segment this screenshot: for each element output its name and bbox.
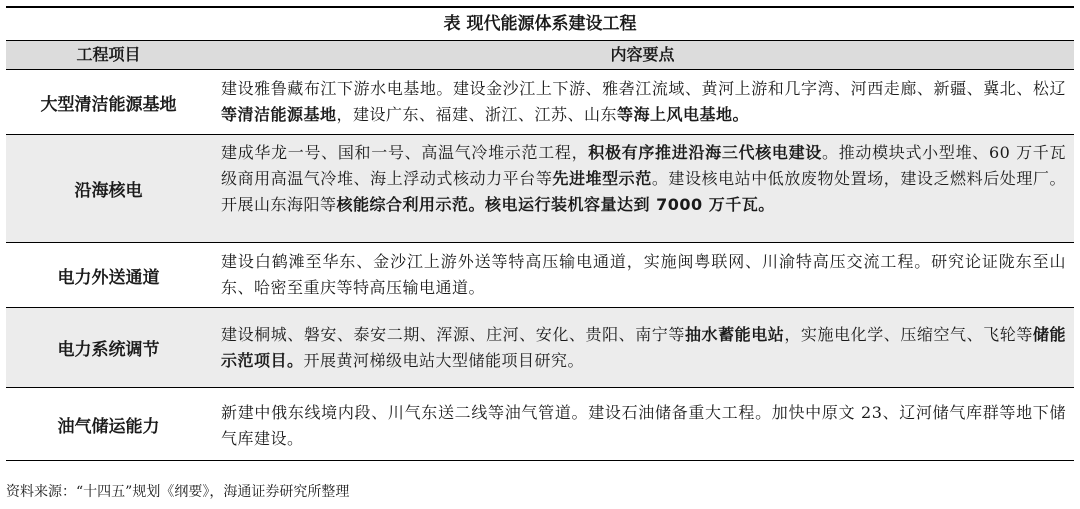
table-row [6, 70, 1074, 135]
content-emphasis: 等清洁能源基地 [221, 105, 337, 124]
row-content [211, 308, 1074, 387]
content-text: 开展黄河梯级电站大型储能项目研究。 [303, 351, 585, 370]
header-content: 内容要点 [610, 45, 675, 64]
table-header-row [6, 41, 1074, 70]
source-note: 资料来源：“十四五”规划《纲要》，海通证券研究所整理 [6, 484, 350, 500]
row-content [211, 135, 1074, 242]
content-emphasis: 储能示范项目。 [221, 325, 1066, 370]
row-content [211, 388, 1074, 460]
content-text: 新建中俄东线境内段、川气东送二线等油气管道。建设石油储备重大工程。加快中原文 23、辽河储气库群等地下储气库建设。 [221, 403, 1066, 448]
row-content [211, 70, 1074, 134]
energy-table [6, 6, 1074, 461]
table-row [6, 243, 1074, 308]
row-name: 电力外送通道 [57, 267, 160, 288]
header-project: 工程项目 [76, 45, 141, 64]
table-row [6, 135, 1074, 243]
content-text: ，建设广东、福建、浙江、江苏、山东 [336, 105, 618, 124]
row-content [211, 243, 1074, 307]
row-name: 电力系统调节 [57, 340, 160, 360]
table-title: 表 现代能源体系建设工程 [6, 6, 1074, 41]
content-text: 建设白鹤滩至华东、金沙江上游外送等特高压输电通道，实施闽粤联网、川渝特高压交流工程。研究论证陇东至山东、哈密至重庆等特高压输电通道。 [221, 252, 1066, 297]
content-emphasis: 先进堆型示范 [552, 169, 652, 188]
row-name: 沿海核电 [74, 181, 143, 201]
content-text: 建设雅鲁藏布江下游水电基地。建设金沙江上下游、雅砻江流域、黄河上游和几字湾、河西走廊、新疆、冀北、松辽 [221, 79, 1066, 98]
table-row [6, 388, 1074, 461]
content-text: 建成华龙一号、国和一号、高温气冷堆示范工程， [221, 143, 589, 162]
content-emphasis: 积极有序推进沿海三代核电建设 [588, 143, 823, 162]
content-emphasis: 等海上风电基地。 [617, 105, 750, 124]
row-name: 大型清洁能源基地 [40, 94, 177, 115]
row-name: 油气储运能力 [57, 416, 160, 437]
content-text: 建设桐城、磐安、泰安二期、浑源、庄河、安化、贵阳、南宁等 [221, 325, 685, 344]
content-text: 。建设核电站中低放废物处置场，建设乏燃料后处理厂。开展山东海阳等 [221, 169, 1066, 214]
content-text: ，实施电化学、压缩空气、飞轮等 [784, 325, 1033, 344]
content-emphasis: 抽水蓄能电站 [684, 325, 785, 344]
content-text: 。推动模块式小型堆、60 万千瓦级商用高温气冷堆、海上浮动式核动力平台等 [221, 143, 1066, 188]
table-row [6, 308, 1074, 388]
content-emphasis: 核能综合利用示范。核电运行装机容量达到 7000 万千瓦。 [336, 195, 775, 214]
